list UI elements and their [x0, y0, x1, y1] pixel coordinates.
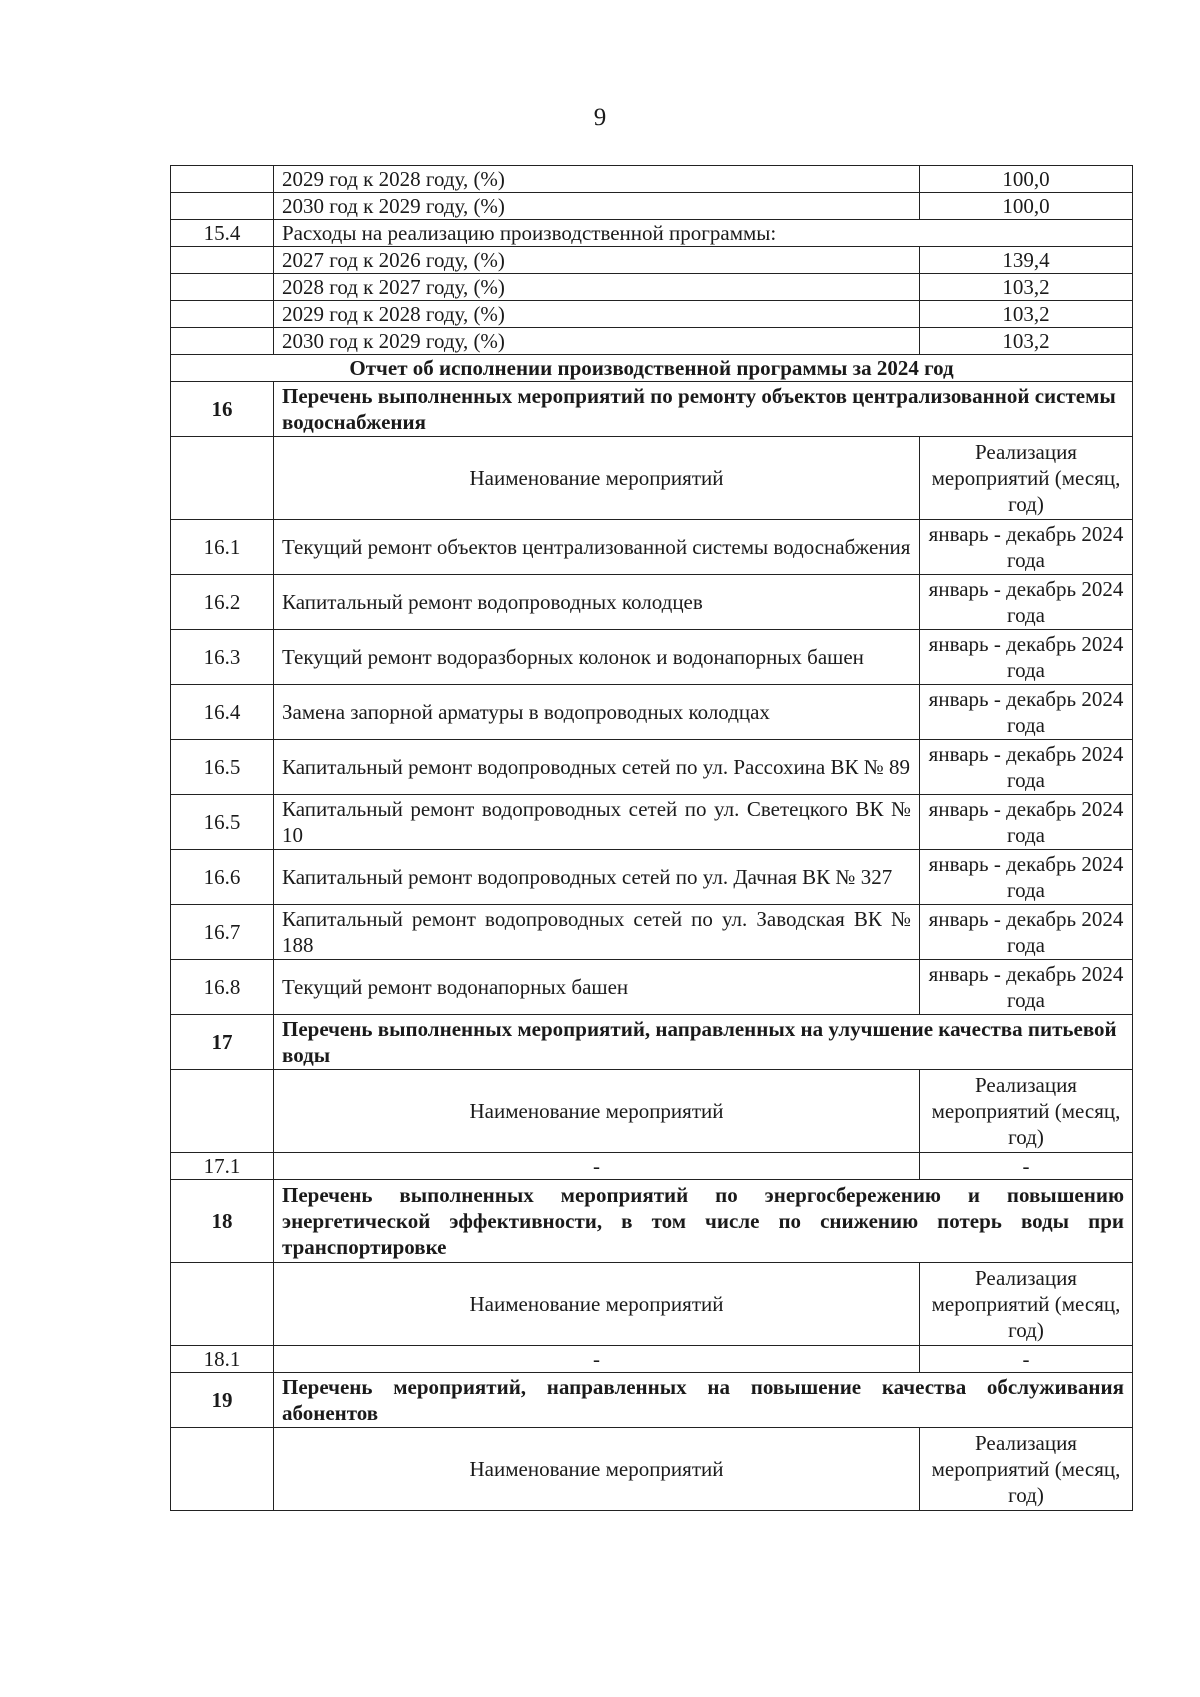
section-title: Перечень выполненных мероприятий, направленных на улучшение качества питьевой воды [274, 1015, 1133, 1070]
row-name: 2029 год к 2028 году, (%) [274, 301, 920, 328]
row-number: 16.8 [171, 960, 274, 1015]
row-name: - [274, 1153, 920, 1180]
row-value: январь - декабрь 2024 года [920, 850, 1133, 905]
row-number: 15.4 [171, 220, 274, 247]
row-name: Текущий ремонт водонапорных башен [274, 960, 920, 1015]
row-number [171, 193, 274, 220]
row-name: Расходы на реализацию производственной программы: [274, 220, 1133, 247]
column-header-value: Реализация мероприятий (месяц, год) [920, 437, 1133, 520]
column-header-value: Реализация мероприятий (месяц, год) [920, 1070, 1133, 1153]
section-16-header [171, 382, 1133, 437]
row-value: 100,0 [920, 166, 1133, 193]
column-header-name: Наименование мероприятий [274, 437, 920, 520]
empty-cell [171, 1428, 274, 1511]
row-value: январь - декабрь 2024 года [920, 520, 1133, 575]
section-number: 19 [171, 1373, 274, 1428]
table-row [171, 740, 1133, 795]
row-name: Капитальный ремонт водопроводных сетей по ул. Рассохина ВК № 89 [274, 740, 920, 795]
table-row [171, 520, 1133, 575]
table-row [171, 685, 1133, 740]
row-number [171, 328, 274, 355]
row-number: 16.5 [171, 740, 274, 795]
report-title-row [171, 355, 1133, 382]
row-value: 139,4 [920, 247, 1133, 274]
table-row [171, 850, 1133, 905]
table-row [171, 1153, 1133, 1180]
page-number: 9 [593, 104, 607, 131]
table-row [171, 328, 1133, 355]
column-header-row [171, 1428, 1133, 1511]
section-17-header [171, 1015, 1133, 1070]
table-row [171, 575, 1133, 630]
row-value: январь - декабрь 2024 года [920, 630, 1133, 685]
program-table [170, 165, 1133, 1511]
row-name: 2030 год к 2029 году, (%) [274, 328, 920, 355]
row-value: январь - декабрь 2024 года [920, 575, 1133, 630]
column-header-row [171, 437, 1133, 520]
row-number [171, 274, 274, 301]
row-name: 2029 год к 2028 году, (%) [274, 166, 920, 193]
section-title: Перечень выполненных мероприятий по ремонту объектов централизованной системы водоснабжения [274, 382, 1133, 437]
empty-cell [171, 437, 274, 520]
column-header-name: Наименование мероприятий [274, 1263, 920, 1346]
row-value: январь - декабрь 2024 года [920, 960, 1133, 1015]
table-row [171, 905, 1133, 960]
section-number: 18 [171, 1180, 274, 1263]
row-name: 2027 год к 2026 году, (%) [274, 247, 920, 274]
row-value: - [920, 1346, 1133, 1373]
row-number: 16.3 [171, 630, 274, 685]
row-number [171, 301, 274, 328]
column-header-value: Реализация мероприятий (месяц, год) [920, 1428, 1133, 1511]
table-row-15-4 [171, 220, 1133, 247]
column-header-value: Реализация мероприятий (месяц, год) [920, 1263, 1133, 1346]
row-number: 17.1 [171, 1153, 274, 1180]
section-title: Перечень выполненных мероприятий по энергосбережению и повышению энергетической эффективности, в том числе по снижению потерь воды при транспортировке [274, 1180, 1133, 1263]
row-number: 18.1 [171, 1346, 274, 1373]
empty-cell [171, 1263, 274, 1346]
row-name: Текущий ремонт водоразборных колонок и водонапорных башен [274, 630, 920, 685]
table-row [171, 630, 1133, 685]
section-title: Перечень мероприятий, направленных на повышение качества обслуживания абонентов [274, 1373, 1133, 1428]
row-value: январь - декабрь 2024 года [920, 795, 1133, 850]
column-header-name: Наименование мероприятий [274, 1070, 920, 1153]
row-number: 16.5 [171, 795, 274, 850]
column-header-row [171, 1070, 1133, 1153]
row-number: 16.6 [171, 850, 274, 905]
section-number: 16 [171, 382, 274, 437]
row-name: 2030 год к 2029 году, (%) [274, 193, 920, 220]
row-name: Замена запорной арматуры в водопроводных колодцах [274, 685, 920, 740]
table-row [171, 1346, 1133, 1373]
row-name: Капитальный ремонт водопроводных колодцев [274, 575, 920, 630]
row-name: Текущий ремонт объектов централизованной системы водоснабжения [274, 520, 920, 575]
row-number [171, 247, 274, 274]
row-value: 103,2 [920, 328, 1133, 355]
row-value: - [920, 1153, 1133, 1180]
section-19-header [171, 1373, 1133, 1428]
row-name: Капитальный ремонт водопроводных сетей по ул. Заводская ВК № 188 [274, 905, 920, 960]
row-value: 100,0 [920, 193, 1133, 220]
row-name: - [274, 1346, 920, 1373]
row-value: 103,2 [920, 301, 1133, 328]
section-number: 17 [171, 1015, 274, 1070]
table-row [171, 247, 1133, 274]
row-name: Капитальный ремонт водопроводных сетей по ул. Дачная ВК № 327 [274, 850, 920, 905]
row-number: 16.2 [171, 575, 274, 630]
row-value: январь - декабрь 2024 года [920, 740, 1133, 795]
table-row [171, 301, 1133, 328]
column-header-name: Наименование мероприятий [274, 1428, 920, 1511]
row-number [171, 166, 274, 193]
table-row [171, 795, 1133, 850]
row-number: 16.1 [171, 520, 274, 575]
table-row [171, 274, 1133, 301]
row-value: январь - декабрь 2024 года [920, 905, 1133, 960]
row-value: 103,2 [920, 274, 1133, 301]
empty-cell [171, 1070, 274, 1153]
report-title: Отчет об исполнении производственной программы за 2024 год [171, 355, 1133, 382]
section-18-header [171, 1180, 1133, 1263]
row-value: январь - декабрь 2024 года [920, 685, 1133, 740]
row-number: 16.7 [171, 905, 274, 960]
row-name: Капитальный ремонт водопроводных сетей по ул. Светецкого ВК № 10 [274, 795, 920, 850]
column-header-row [171, 1263, 1133, 1346]
table-row [171, 193, 1133, 220]
row-name: 2028 год к 2027 году, (%) [274, 274, 920, 301]
row-number: 16.4 [171, 685, 274, 740]
table-row [171, 166, 1133, 193]
table-row [171, 960, 1133, 1015]
